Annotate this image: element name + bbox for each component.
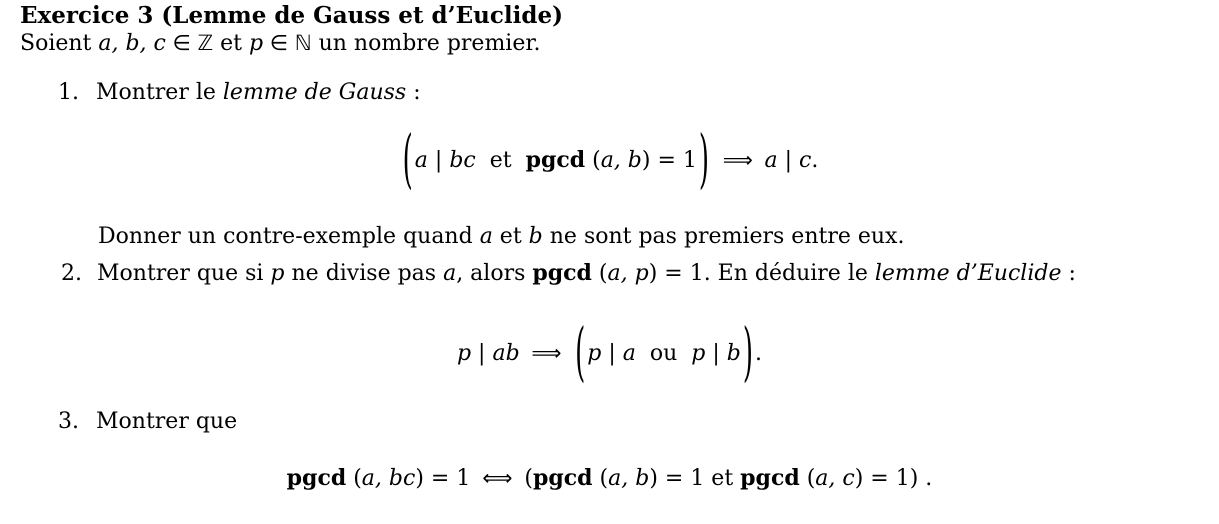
math-variables: a, b, c [98,31,166,56]
period: . [811,148,819,173]
math-variables: a, bc [361,466,416,491]
text-run: et [213,31,250,56]
math-variable: a [443,261,457,286]
math-variable: p [270,261,285,286]
divides-bar: | [601,341,623,366]
paren-open: ( [346,466,362,491]
euclid-lemma-formula [0,317,1219,391]
math-variable: p [691,341,706,366]
text-run: : [406,80,421,105]
math-variable: c [799,148,812,173]
math-variables: a, p [607,261,649,286]
item-2-number: 2. [61,261,82,286]
equals-one: ) = 1 [415,466,478,491]
item-3-text [96,409,237,434]
item-1-number: 1. [58,80,79,105]
big-paren-close: ) [742,317,754,391]
math-variables: a, b [600,148,642,173]
text-run: Montrer que [96,409,238,434]
coprime-product-formula [0,465,1219,492]
naturals-set-symbol: ℕ [294,31,312,55]
list-item-3 [58,408,237,435]
list-item-2 [61,260,1076,287]
text-run: , alors [456,261,533,286]
lemma-name: lemme de Gauss [222,80,407,105]
text-run: ) = 1) . [854,466,933,491]
intro-line [20,30,540,57]
exercise-title: Exercice 3 (Lemme de Gauss et d’Euclide) [20,2,563,29]
text-run: ou [635,341,692,366]
text-run: Soient [20,31,99,56]
paren-open: ( [799,466,816,491]
text-run: et [492,224,529,249]
counterexample-paragraph [98,223,904,250]
gauss-lemma-formula [0,124,1219,198]
text-run: ) = 1 et [649,466,741,491]
pgcd-operator: pgcd [532,260,592,286]
text-run: ne sont pas premiers entre eux. [542,224,905,249]
item-3-number: 3. [58,409,79,434]
paren-open: ( [592,466,609,491]
pgcd-operator: pgcd [525,147,586,173]
item-1-text [96,80,421,105]
big-paren-open: ( [402,124,413,198]
math-variable: a [622,341,636,366]
math-variables: a, c [815,466,855,491]
math-variable: p [587,341,602,366]
integers-set-symbol: ℤ [197,31,214,55]
paren-open: ( [591,261,608,286]
text-run: et [475,148,526,173]
math-variable: b [726,341,741,366]
big-paren-open: ( [575,317,586,391]
item-2-text [97,261,1076,286]
text-run: ) = 1. En déduire le [648,261,875,286]
implies-arrow: ⟹ [716,148,760,172]
text-run: Montrer le [96,80,223,105]
divides-bar: | [777,148,800,173]
text-run: : [1061,261,1076,286]
paren-open: ( [585,148,601,173]
list-item-1 [58,79,421,106]
math-variable: bc [449,148,476,173]
text-run: ne divise pas [284,261,444,286]
math-variable: b [528,224,543,249]
math-variable: a [414,148,428,173]
divides-bar: | [427,148,450,173]
paren-open: ( [517,466,533,491]
divides-bar: | [471,341,493,366]
iff-arrow: ⟺ [482,466,513,490]
math-variable: ab [492,341,520,366]
text-run: un nombre premier. [311,31,541,56]
math-variable: a [479,224,493,249]
pgcd-operator: pgcd [286,465,347,491]
pgcd-operator: pgcd [740,465,800,491]
pgcd-operator: pgcd [533,465,593,491]
element-of-symbol: ∈ [263,31,295,55]
element-of-symbol: ∈ [165,31,198,55]
math-variable: p [249,31,264,56]
text-run: Donner un contre-exemple quand [98,224,480,249]
period: . [755,341,763,366]
big-paren-close: ) [698,124,710,198]
math-variable: a [764,148,778,173]
implies-arrow: ⟹ [524,341,569,365]
math-variables: a, b [608,466,650,491]
divides-bar: | [705,341,727,366]
math-variable: p [456,341,472,366]
lemma-name: lemme d’Euclide [874,261,1062,286]
text-run: Montrer que si [97,261,271,286]
equals-one: ) = 1 [641,148,697,173]
